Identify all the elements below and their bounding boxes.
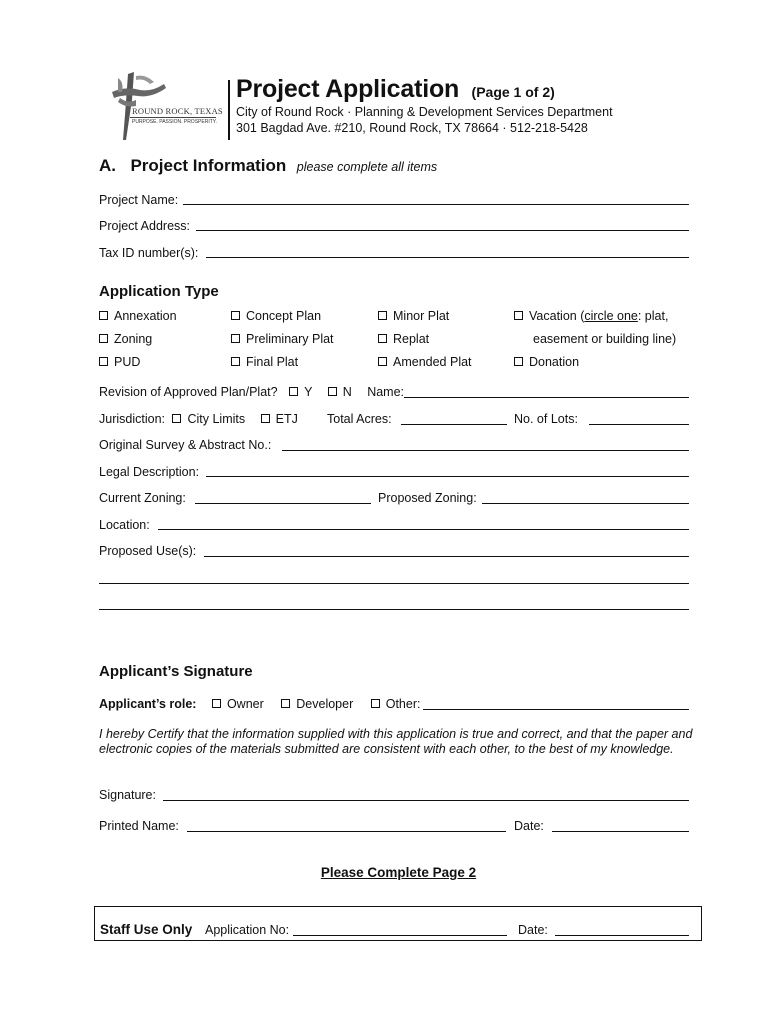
date-field[interactable] <box>552 831 689 832</box>
etj-label: ETJ <box>275 412 298 426</box>
header-divider <box>228 80 230 140</box>
option-concept-plan[interactable] <box>231 309 321 323</box>
option-label: Amended Plat <box>393 355 472 369</box>
option-label: Annexation <box>114 309 177 323</box>
option-label: PUD <box>114 355 141 369</box>
circle-one-note: circle one <box>584 309 638 323</box>
developer-checkbox[interactable] <box>281 699 290 708</box>
signature-label: Signature: <box>99 788 156 802</box>
option-vacation[interactable] <box>514 309 668 323</box>
option-preliminary-plat[interactable] <box>231 332 334 346</box>
total-acres-label: Total Acres: <box>327 412 392 426</box>
section-a-note: please complete all items <box>296 160 438 174</box>
option-annexation[interactable] <box>99 309 177 323</box>
total-acres-field[interactable] <box>401 424 507 425</box>
option-label: Concept Plan <box>246 309 322 323</box>
staff-date-field[interactable] <box>555 935 689 936</box>
project-name-label: Project Name: <box>99 193 179 207</box>
option-label: Final Plat <box>246 355 299 369</box>
jurisdiction-row <box>99 412 298 426</box>
option-replat[interactable] <box>378 332 429 346</box>
project-address-field[interactable] <box>196 230 689 231</box>
proposed-use-field-line3[interactable] <box>99 609 689 610</box>
checkbox[interactable] <box>231 357 240 366</box>
page-title-row <box>236 75 555 104</box>
checkbox[interactable] <box>378 334 387 343</box>
developer-label: Developer <box>296 697 354 711</box>
logo-name: ROUND ROCK, TEXAS <box>132 106 223 116</box>
revision-row <box>99 385 404 399</box>
checkbox[interactable] <box>514 311 523 320</box>
option-label: Replat <box>393 332 430 346</box>
checkbox[interactable] <box>231 334 240 343</box>
revision-name-field[interactable] <box>404 397 689 398</box>
owner-checkbox[interactable] <box>212 699 221 708</box>
checkbox[interactable] <box>99 357 108 366</box>
option-label-suffix: : plat, <box>637 309 669 323</box>
role-row <box>99 697 420 711</box>
option-zoning[interactable] <box>99 332 152 346</box>
signature-field[interactable] <box>163 800 689 801</box>
num-lots-field[interactable] <box>589 424 689 425</box>
tax-id-label: Tax ID number(s): <box>99 246 199 260</box>
option-label: Preliminary Plat <box>246 332 334 346</box>
revision-label: Revision of Approved Plan/Plat? <box>99 385 278 399</box>
legal-field[interactable] <box>206 476 689 477</box>
option-minor-plat[interactable] <box>378 309 449 323</box>
checkbox[interactable] <box>99 311 108 320</box>
option-label: Zoning <box>114 332 153 346</box>
certify-line-2: electronic copies of the materials submitted are consistent with each other, to the best of my knowledge. <box>99 742 674 756</box>
current-zoning-field[interactable] <box>195 503 371 504</box>
section-a-letter: A. <box>99 156 116 175</box>
city-limits-checkbox[interactable] <box>172 414 181 423</box>
role-label: Applicant’s role: <box>99 697 197 711</box>
address-line: 301 Bagdad Ave. #210, Round Rock, TX 78664 · 512-218-5428 <box>236 121 588 135</box>
option-amended-plat[interactable] <box>378 355 472 369</box>
checkbox[interactable] <box>378 357 387 366</box>
owner-label: Owner <box>226 697 264 711</box>
checkbox[interactable] <box>99 334 108 343</box>
application-no-field[interactable] <box>293 935 507 936</box>
proposed-use-field-line2[interactable] <box>99 583 689 584</box>
option-final-plat[interactable] <box>231 355 298 369</box>
revision-name-label: Name: <box>367 385 405 399</box>
current-zoning-label: Current Zoning: <box>99 491 186 505</box>
department-line: City of Round Rock · Planning & Development Services Department <box>236 105 613 119</box>
num-lots-label: No. of Lots: <box>514 412 578 426</box>
other-checkbox[interactable] <box>371 699 380 708</box>
staff-use-box <box>94 906 702 941</box>
complete-page-2-note: Please Complete Page 2 <box>320 865 477 880</box>
location-field[interactable] <box>158 529 689 530</box>
survey-label: Original Survey & Abstract No.: <box>99 438 272 452</box>
certify-line-1: I hereby Certify that the information supplied with this application is true and correct, and that the paper and <box>99 727 693 741</box>
proposed-use-label: Proposed Use(s): <box>99 544 197 558</box>
survey-field[interactable] <box>282 450 689 451</box>
section-a-title: Project Information <box>130 156 287 175</box>
option-vacation-line2: easement or building line) <box>533 332 677 346</box>
printed-name-label: Printed Name: <box>99 819 179 833</box>
printed-name-field[interactable] <box>187 831 506 832</box>
jurisdiction-label: Jurisdiction: <box>99 412 165 426</box>
project-address-label: Project Address: <box>99 219 191 233</box>
tax-id-field[interactable] <box>206 257 689 258</box>
revision-no-label: N <box>342 385 352 399</box>
revision-yes-checkbox[interactable] <box>289 387 298 396</box>
city-limits-label: City Limits <box>187 412 246 426</box>
project-name-field[interactable] <box>183 204 689 205</box>
checkbox[interactable] <box>378 311 387 320</box>
page-number: (Page 1 of 2) <box>471 84 555 100</box>
option-label: Minor Plat <box>393 309 450 323</box>
revision-yes-label: Y <box>304 385 313 399</box>
proposed-zoning-label: Proposed Zoning: <box>378 491 477 505</box>
option-donation[interactable] <box>514 355 579 369</box>
legal-label: Legal Description: <box>99 465 200 479</box>
location-label: Location: <box>99 518 150 532</box>
date-label: Date: <box>514 819 544 833</box>
section-a-heading <box>99 156 437 176</box>
option-pud[interactable] <box>99 355 140 369</box>
checkbox[interactable] <box>514 357 523 366</box>
other-role-field[interactable] <box>423 709 689 710</box>
staff-date-label: Date: <box>518 923 548 937</box>
etj-checkbox[interactable] <box>261 414 270 423</box>
application-type-heading: Application Type <box>99 283 219 300</box>
other-label: Other: <box>385 697 421 711</box>
city-logo <box>106 70 223 142</box>
proposed-zoning-field[interactable] <box>482 503 689 504</box>
checkbox[interactable] <box>231 311 240 320</box>
logo-tagline: PURPOSE. PASSION. PROSPERITY. <box>132 119 217 125</box>
page-title: Project Application <box>236 75 460 103</box>
option-label: Donation <box>529 355 580 369</box>
staff-use-label: Staff Use Only <box>100 922 193 937</box>
option-label: Vacation ( <box>529 309 585 323</box>
signature-heading: Applicant’s Signature <box>99 663 253 680</box>
revision-no-checkbox[interactable] <box>328 387 337 396</box>
logo-rule <box>130 117 216 118</box>
application-no-label: Application No: <box>205 923 290 937</box>
proposed-use-field[interactable] <box>204 556 689 557</box>
